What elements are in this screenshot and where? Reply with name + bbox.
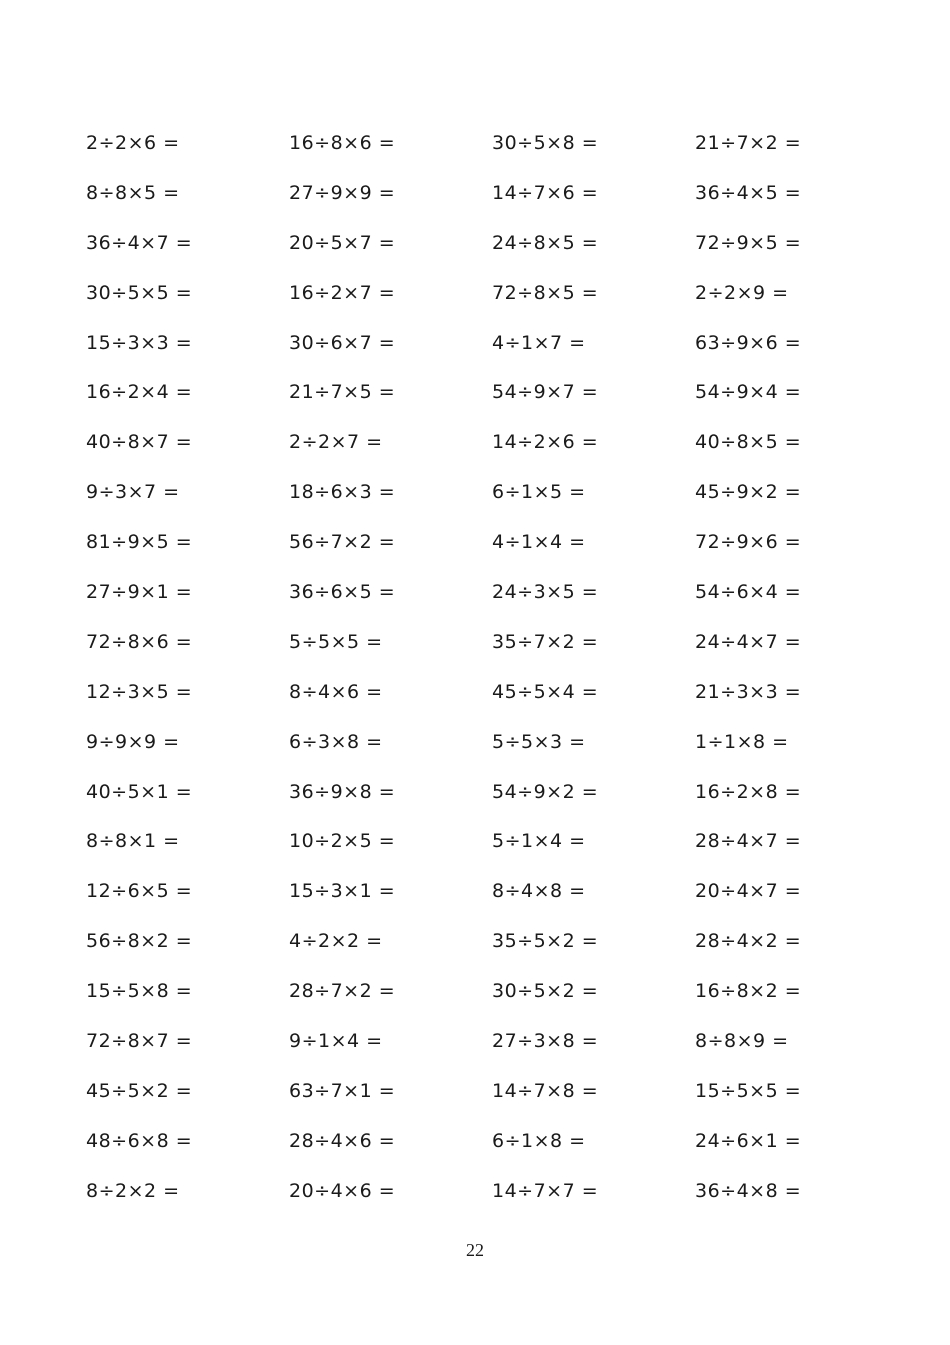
math-problem: 30÷5×5 = bbox=[86, 281, 193, 304]
math-problem: 8÷2×2 = bbox=[86, 1179, 180, 1202]
math-problem: 1÷1×8 = bbox=[695, 730, 789, 753]
math-problem: 2÷2×6 = bbox=[86, 131, 180, 154]
math-problem: 15÷5×5 = bbox=[695, 1079, 802, 1102]
math-problem: 4÷1×4 = bbox=[492, 531, 586, 554]
problem-row bbox=[86, 168, 906, 218]
math-problem: 81÷9×5 = bbox=[86, 531, 193, 554]
math-problem: 16÷2×7 = bbox=[289, 281, 396, 304]
math-problem: 36÷4×5 = bbox=[695, 181, 802, 204]
problem-row bbox=[86, 816, 906, 866]
problem-row bbox=[86, 717, 906, 767]
math-problem: 36÷4×8 = bbox=[695, 1179, 802, 1202]
math-problem: 36÷9×8 = bbox=[289, 780, 396, 803]
problem-row bbox=[86, 1166, 906, 1216]
math-problem: 8÷4×8 = bbox=[492, 880, 586, 903]
math-problem: 27÷9×1 = bbox=[86, 580, 193, 603]
math-problem: 63÷9×6 = bbox=[695, 331, 802, 354]
math-problem: 21÷3×3 = bbox=[695, 680, 802, 703]
math-problem: 72÷8×5 = bbox=[492, 281, 599, 304]
page-number: 22 bbox=[466, 1240, 484, 1260]
math-problem: 54÷9×2 = bbox=[492, 780, 599, 803]
math-problem: 45÷9×2 = bbox=[695, 481, 802, 504]
math-problem: 20÷5×7 = bbox=[289, 231, 396, 254]
math-problem: 24÷4×7 = bbox=[695, 630, 802, 653]
math-problem: 4÷2×2 = bbox=[289, 930, 383, 953]
math-problem: 16÷2×8 = bbox=[695, 780, 802, 803]
problem-grid bbox=[86, 118, 906, 1216]
math-problem: 20÷4×7 = bbox=[695, 880, 802, 903]
math-problem: 28÷4×2 = bbox=[695, 930, 802, 953]
math-problem: 8÷4×6 = bbox=[289, 680, 383, 703]
math-problem: 12÷6×5 = bbox=[86, 880, 193, 903]
math-problem: 27÷3×8 = bbox=[492, 1029, 599, 1052]
math-problem: 14÷2×6 = bbox=[492, 431, 599, 454]
math-problem: 21÷7×2 = bbox=[695, 131, 802, 154]
math-problem: 30÷5×2 = bbox=[492, 980, 599, 1003]
math-problem: 24÷8×5 = bbox=[492, 231, 599, 254]
math-problem: 18÷6×3 = bbox=[289, 481, 396, 504]
problem-row bbox=[86, 367, 906, 417]
math-problem: 14÷7×6 = bbox=[492, 181, 599, 204]
math-problem: 5÷5×5 = bbox=[289, 630, 383, 653]
math-problem: 16÷8×6 = bbox=[289, 131, 396, 154]
math-problem: 15÷3×3 = bbox=[86, 331, 193, 354]
math-problem: 54÷9×7 = bbox=[492, 381, 599, 404]
math-problem: 28÷7×2 = bbox=[289, 980, 396, 1003]
math-problem: 8÷8×5 = bbox=[86, 181, 180, 204]
math-problem: 72÷8×6 = bbox=[86, 630, 193, 653]
problem-row bbox=[86, 517, 906, 567]
math-problem: 14÷7×7 = bbox=[492, 1179, 599, 1202]
math-problem: 56÷8×2 = bbox=[86, 930, 193, 953]
math-problem: 27÷9×9 = bbox=[289, 181, 396, 204]
math-problem: 72÷9×6 = bbox=[695, 531, 802, 554]
math-problem: 16÷2×4 = bbox=[86, 381, 193, 404]
math-problem: 12÷3×5 = bbox=[86, 680, 193, 703]
math-problem: 72÷9×5 = bbox=[695, 231, 802, 254]
math-problem: 45÷5×2 = bbox=[86, 1079, 193, 1102]
math-problem: 6÷3×8 = bbox=[289, 730, 383, 753]
math-problem: 28÷4×7 = bbox=[695, 830, 802, 853]
math-problem: 15÷3×1 = bbox=[289, 880, 396, 903]
math-problem: 6÷1×5 = bbox=[492, 481, 586, 504]
math-problem: 36÷6×5 = bbox=[289, 580, 396, 603]
math-problem: 9÷3×7 = bbox=[86, 481, 180, 504]
math-problem: 35÷7×2 = bbox=[492, 630, 599, 653]
math-problem: 40÷8×5 = bbox=[695, 431, 802, 454]
problem-row bbox=[86, 966, 906, 1016]
problem-row bbox=[86, 866, 906, 916]
math-problem: 54÷9×4 = bbox=[695, 381, 802, 404]
math-problem: 8÷8×1 = bbox=[86, 830, 180, 853]
math-problem: 40÷5×1 = bbox=[86, 780, 193, 803]
math-problem: 8÷8×9 = bbox=[695, 1029, 789, 1052]
math-problem: 6÷1×8 = bbox=[492, 1129, 586, 1152]
math-problem: 40÷8×7 = bbox=[86, 431, 193, 454]
math-problem: 30÷6×7 = bbox=[289, 331, 396, 354]
math-problem: 5÷1×4 = bbox=[492, 830, 586, 853]
math-problem: 63÷7×1 = bbox=[289, 1079, 396, 1102]
math-problem: 35÷5×2 = bbox=[492, 930, 599, 953]
math-problem: 9÷1×4 = bbox=[289, 1029, 383, 1052]
problem-row bbox=[86, 218, 906, 268]
math-problem: 36÷4×7 = bbox=[86, 231, 193, 254]
math-problem: 2÷2×9 = bbox=[695, 281, 789, 304]
problem-row bbox=[86, 118, 906, 168]
problem-row bbox=[86, 1066, 906, 1116]
problem-row bbox=[86, 467, 906, 517]
math-problem: 54÷6×4 = bbox=[695, 580, 802, 603]
problem-row bbox=[86, 1116, 906, 1166]
math-problem: 15÷5×8 = bbox=[86, 980, 193, 1003]
math-problem: 72÷8×7 = bbox=[86, 1029, 193, 1052]
math-problem: 16÷8×2 = bbox=[695, 980, 802, 1003]
math-problem: 9÷9×9 = bbox=[86, 730, 180, 753]
math-problem: 2÷2×7 = bbox=[289, 431, 383, 454]
math-problem: 48÷6×8 = bbox=[86, 1129, 193, 1152]
problem-row bbox=[86, 916, 906, 966]
problem-row bbox=[86, 1016, 906, 1066]
math-problem: 21÷7×5 = bbox=[289, 381, 396, 404]
problem-row bbox=[86, 417, 906, 467]
math-problem: 56÷7×2 = bbox=[289, 531, 396, 554]
problem-row bbox=[86, 667, 906, 717]
math-problem: 28÷4×6 = bbox=[289, 1129, 396, 1152]
math-problem: 5÷5×3 = bbox=[492, 730, 586, 753]
math-problem: 20÷4×6 = bbox=[289, 1179, 396, 1202]
math-problem: 24÷6×1 = bbox=[695, 1129, 802, 1152]
math-problem: 10÷2×5 = bbox=[289, 830, 396, 853]
math-problem: 30÷5×8 = bbox=[492, 131, 599, 154]
problem-row bbox=[86, 767, 906, 817]
problem-row bbox=[86, 567, 906, 617]
math-problem: 45÷5×4 = bbox=[492, 680, 599, 703]
math-problem: 24÷3×5 = bbox=[492, 580, 599, 603]
math-problem: 14÷7×8 = bbox=[492, 1079, 599, 1102]
problem-row bbox=[86, 617, 906, 667]
problem-row bbox=[86, 318, 906, 368]
problem-row bbox=[86, 268, 906, 318]
math-problem: 4÷1×7 = bbox=[492, 331, 586, 354]
